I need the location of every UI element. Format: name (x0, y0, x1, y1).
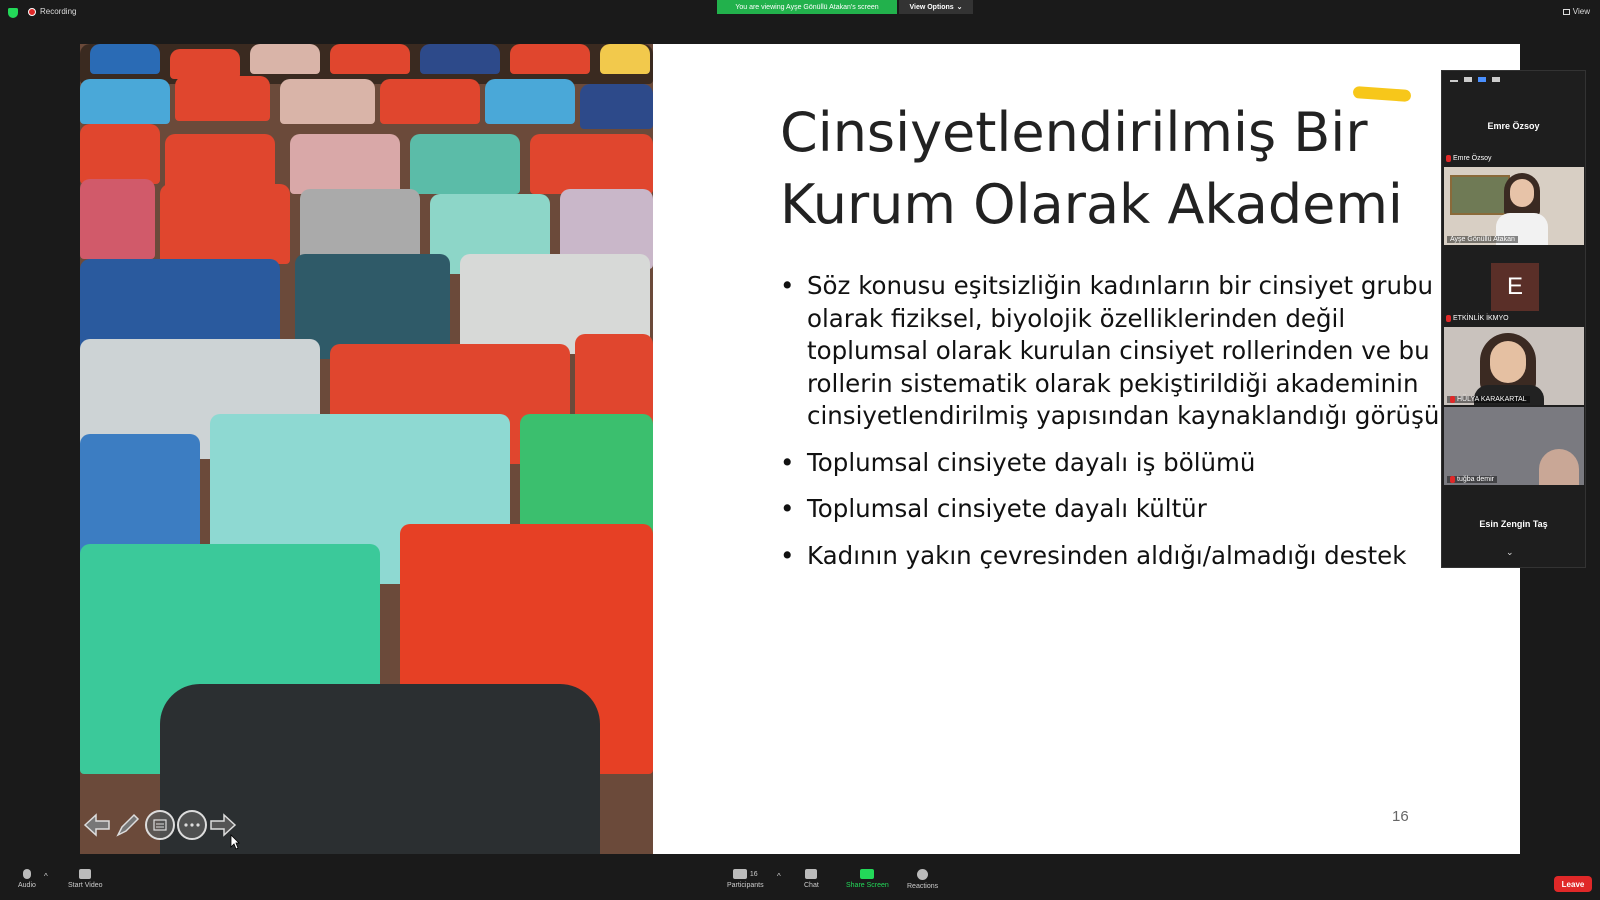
strip-view-icon[interactable] (1478, 77, 1486, 82)
avatar: E (1491, 263, 1539, 311)
participant-video-tile[interactable] (1444, 167, 1584, 245)
participant-label (1447, 476, 1497, 483)
view-options-button[interactable] (899, 0, 973, 14)
participant-gallery (1441, 70, 1586, 568)
audio-options-chevron-icon[interactable]: ^ (44, 872, 48, 881)
chat-button[interactable] (804, 869, 819, 889)
recording-indicator[interactable] (28, 7, 76, 16)
bullet-item: • Toplumsal cinsiyete dayalı iş bölümü (780, 447, 1440, 480)
participants-button[interactable] (727, 869, 764, 889)
gallery-view-toolbar (1442, 71, 1585, 87)
slide-title-line: Cinsiyetlendirilmiş Bir (780, 101, 1368, 164)
reactions-label: Reactions (907, 883, 939, 890)
muted-mic-icon (1446, 315, 1451, 322)
audio-label: Audio (18, 882, 36, 889)
participant-name: Emre Özsoy (1453, 155, 1492, 162)
chat-label: Chat (804, 882, 819, 889)
participant-name: ETKİNLİK İKMYO (1453, 315, 1509, 322)
share-screen-button[interactable] (846, 869, 889, 889)
audio-button[interactable] (18, 869, 36, 889)
speaker-view-icon[interactable] (1464, 77, 1472, 82)
participants-options-chevron-icon[interactable]: ^ (777, 872, 781, 881)
start-video-label: Start Video (68, 882, 103, 889)
slide-content (653, 44, 1520, 854)
bullet-item: • Söz konusu eşitsizliğin kadınların bir cinsiyet grubu olarak fiziksel, biyolojik özelliklerinden değil toplumsal olarak kurulan cinsiyet rollerinden ve bu rollerin sistematik olarak pekiştirildiği akademinin cinsiyetlendirilmiş yapısından kaynaklandığı görüşü (780, 270, 1440, 433)
leave-button[interactable]: Leave (1554, 876, 1592, 892)
view-options-label: View Options (909, 3, 954, 11)
participant-label (1447, 236, 1518, 243)
grid-icon (1563, 9, 1570, 15)
viewing-banner: You are viewing Ayşe Gönüllü Atakan's screen (717, 0, 897, 14)
participant-name: tuğba demir (1457, 476, 1494, 483)
chevron-down-icon[interactable]: ⌄ (1506, 547, 1514, 557)
reactions-icon (917, 869, 928, 880)
bullet-item: • Toplumsal cinsiyete dayalı kültür (780, 493, 1440, 526)
top-bar (0, 0, 1600, 44)
participant-name: Ayşe Gönüllü Atakan (1450, 236, 1515, 243)
microphone-icon (23, 869, 31, 879)
slide-title (780, 97, 1460, 241)
meeting-controls-bar (0, 866, 1600, 900)
start-video-button[interactable] (68, 869, 103, 889)
bullet-list (780, 270, 1440, 586)
participant-label (1447, 396, 1530, 403)
chevron-down-icon: ⌄ (956, 4, 963, 11)
slide-title-line: Kurum Olarak Akademi (780, 173, 1403, 236)
participant-name-tile: Esin Zengin Taş (1479, 519, 1548, 529)
mouse-cursor-icon (230, 834, 240, 854)
shield-icon[interactable] (8, 8, 18, 18)
participant-label (1446, 315, 1509, 322)
gallery-grid-icon[interactable] (1492, 77, 1500, 82)
previous-slide-icon[interactable] (82, 810, 112, 840)
participants-count: 16 (749, 870, 758, 878)
chat-icon (805, 869, 817, 879)
slide-page-number: 16 (1392, 808, 1409, 825)
muted-mic-icon (1446, 155, 1451, 162)
muted-mic-icon (1450, 476, 1455, 483)
view-button[interactable] (1563, 7, 1590, 16)
recording-label: Recording (40, 7, 77, 16)
participant-video-tile[interactable] (1444, 407, 1584, 485)
slide-sorter-icon[interactable] (145, 810, 175, 840)
record-icon (28, 8, 36, 16)
pen-icon[interactable] (113, 810, 143, 840)
participant-video-tile[interactable] (1444, 327, 1584, 405)
reactions-button[interactable] (907, 869, 938, 890)
participant-name-tile: Emre Özsoy (1487, 121, 1540, 131)
chairs-photo (80, 44, 653, 854)
participants-icon (733, 869, 747, 879)
view-label: View (1572, 7, 1590, 16)
share-screen-icon (860, 869, 874, 879)
more-options-icon[interactable] (177, 810, 207, 840)
shared-screen (80, 44, 1520, 854)
video-off-icon (79, 869, 91, 879)
muted-mic-icon (1450, 396, 1455, 403)
participant-label (1446, 155, 1492, 162)
bullet-item: • Kadının yakın çevresinden aldığı/almadığı destek (780, 540, 1440, 573)
participants-label: Participants (727, 882, 764, 889)
participant-name: HÜLYA KARAKARTAL (1457, 396, 1527, 403)
minimize-icon[interactable] (1450, 80, 1458, 82)
share-screen-label: Share Screen (846, 882, 889, 889)
